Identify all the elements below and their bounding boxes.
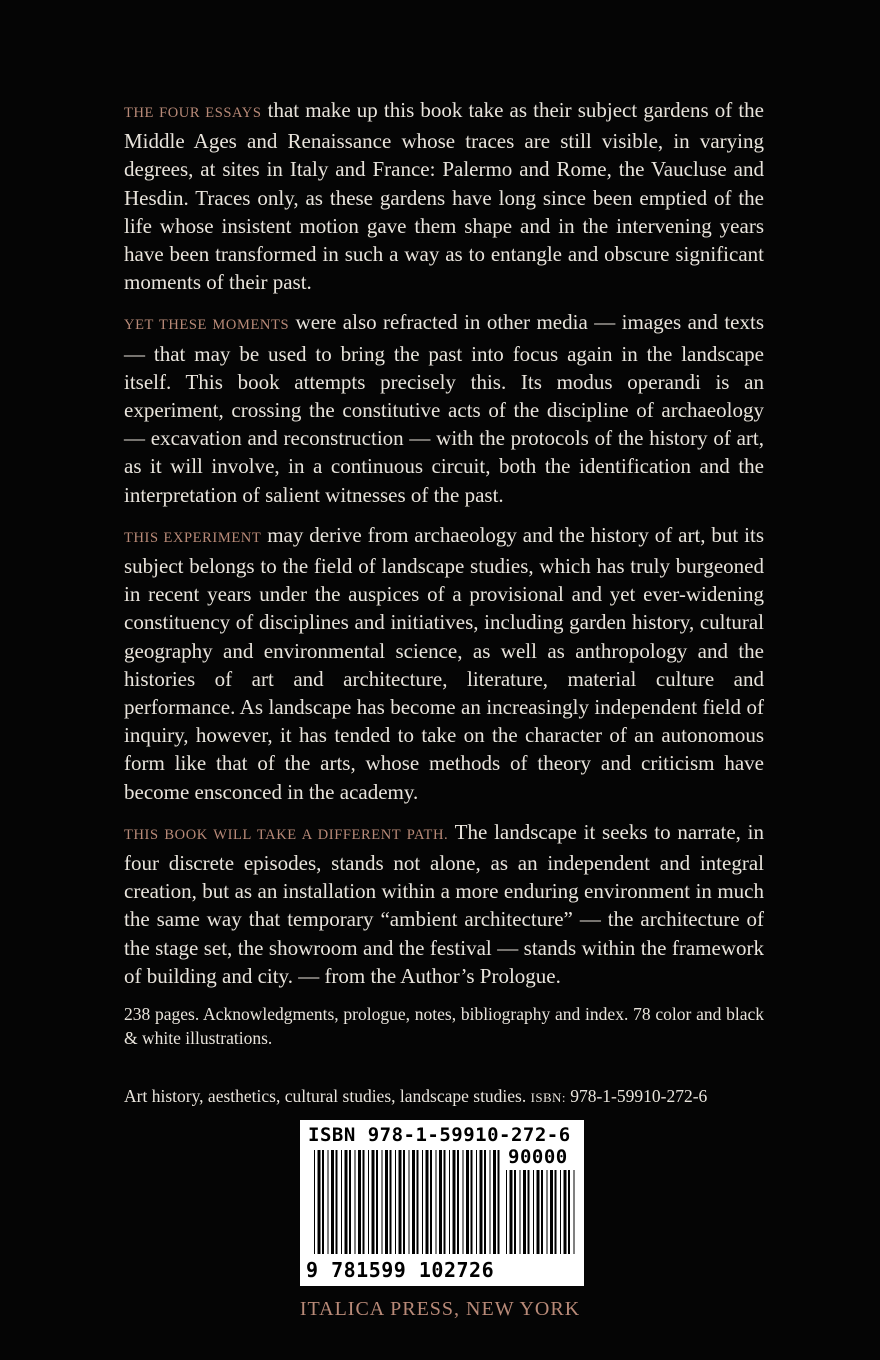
barcode-bar <box>506 1170 507 1254</box>
barcode-bar <box>555 1170 557 1254</box>
barcode-bar <box>336 1150 338 1254</box>
barcode-bar <box>449 1150 450 1254</box>
isbn-label: ISBN: <box>530 1090 566 1105</box>
barcode-bar <box>430 1150 432 1254</box>
paragraph-text: were also refracted in other media — images and texts — that may be used to bring the past into focus again in the landscape itself. This book attempts precisely this. Its modus operandi is an experiment, crossing the constitutive acts of the discipline of archaeology — excavation and reconstruction — with the protocols of the history of art, as it will involve, in a continuous circuit, both the identification and the interpretation of salient witnesses of the past. <box>124 310 764 507</box>
barcode-bar <box>560 1170 561 1254</box>
barcode-digits: 9 781599 102726 <box>306 1258 495 1282</box>
barcode-bar <box>422 1150 423 1254</box>
paragraph-text: The landscape it seeks to narrate, in four discrete episodes, stands not alone, as an independent and integral creation, but as an installation within a more enduring environment in much the same way that temporary “ambient architecture” — the architecture of the stage set, the showroom and the festival — stands within the framework of building and city. — from the Author’s Prologue. <box>124 819 764 988</box>
barcode-bar <box>547 1170 548 1254</box>
isbn-barcode <box>300 1120 584 1286</box>
barcode-bar <box>345 1150 348 1254</box>
barcode-bar <box>376 1150 378 1254</box>
paragraph-2 <box>124 308 764 508</box>
barcode-bar <box>550 1170 553 1254</box>
barcode-bar <box>476 1150 477 1254</box>
paragraph-3 <box>124 521 764 806</box>
barcode-bar <box>403 1150 405 1254</box>
barcode-bar <box>412 1150 415 1254</box>
barcode-bar <box>510 1170 513 1254</box>
barcode-bar <box>457 1150 459 1254</box>
barcode-bar <box>498 1150 500 1254</box>
barcode-bar <box>520 1170 521 1254</box>
barcode-bar <box>382 1150 383 1254</box>
barcode-bar <box>409 1150 410 1254</box>
barcode-bar <box>484 1150 486 1254</box>
barcode-bar <box>426 1150 429 1254</box>
barcode-bar <box>372 1150 375 1254</box>
barcode-bar <box>363 1150 365 1254</box>
barcode-bar <box>568 1170 570 1254</box>
barcode-bar <box>564 1170 567 1254</box>
paragraph-lead: THE FOUR ESSAYS <box>124 105 262 121</box>
barcode-bar <box>328 1150 329 1254</box>
paragraph-lead: THIS BOOK WILL TAKE A DIFFERENT PATH. <box>124 826 449 843</box>
barcode-isbn-text: ISBN 978-1-59910-272-6 <box>308 1124 571 1146</box>
barcode-bar <box>395 1150 396 1254</box>
barcode-bar <box>541 1170 543 1254</box>
barcode-addon-bars <box>506 1170 576 1260</box>
barcode-bar <box>514 1170 516 1254</box>
subject-line <box>124 1084 784 1110</box>
barcode-bar <box>574 1170 575 1254</box>
barcode-bar <box>358 1150 361 1254</box>
barcode-bar <box>480 1150 483 1254</box>
barcode-bar <box>528 1170 530 1254</box>
barcode-bar <box>331 1150 334 1254</box>
barcode-bar <box>466 1150 469 1254</box>
barcode-bar <box>390 1150 392 1254</box>
barcode-bar <box>318 1150 321 1254</box>
barcode-bar <box>417 1150 419 1254</box>
barcode-bar <box>436 1150 437 1254</box>
barcode-bar <box>439 1150 442 1254</box>
barcode-bar <box>349 1150 351 1254</box>
barcode-bar <box>314 1150 315 1254</box>
barcode-bar <box>523 1170 526 1254</box>
paragraph-4 <box>124 818 764 990</box>
paragraph-lead: THIS EXPERIMENT <box>124 529 262 546</box>
barcode-bars <box>314 1150 500 1260</box>
barcode-bar <box>490 1150 491 1254</box>
subjects: Art history, aesthetics, cultural studies, landscape studies. <box>124 1086 527 1106</box>
barcode-bar <box>341 1150 342 1254</box>
paragraph-text: may derive from archaeology and the history of art, but its subject belongs to the field of landscape studies, which has truly burgeoned in recent years under the auspices of a provisional and yet ever-widening constituency of disciplines and initiatives, including garden history, cultural geography and environmental science, as well as anthropology and the histories of art and architecture, literature, material culture and performance. As landscape has become an increasingly independent field of inquiry, however, it has tended to take on the character of an autonomous form like that of the arts, whose methods of theory and criticism have become ensconced in the academy. <box>124 522 764 804</box>
barcode-bar <box>533 1170 534 1254</box>
paragraph-text: that make up this book take as their subject gardens of the Middle Ages and Renaissance whose traces are still visible, in varying degrees, at sites in Italy and France: Palermo and Rome, the Vaucluse and Hesdin. Traces only, as these gardens have long since been emptied of the life whose insistent motion gave them shape and in the intervening years have been transformed in such a way as to entangle and obscure significant moments of their past. <box>124 98 764 295</box>
barcode-bar <box>463 1150 464 1254</box>
barcode-bar <box>453 1150 456 1254</box>
barcode-bar <box>368 1150 369 1254</box>
blurb <box>124 96 764 1060</box>
barcode-bar <box>322 1150 324 1254</box>
barcode-bar <box>444 1150 446 1254</box>
publisher-imprint: ITALICA PRESS, NEW YORK <box>299 1298 581 1320</box>
barcode-bar <box>471 1150 473 1254</box>
barcode-bar <box>537 1170 540 1254</box>
barcode-bar <box>385 1150 388 1254</box>
barcode-addon-text: 90000 <box>508 1146 568 1168</box>
isbn-value: 978-1-59910-272-6 <box>570 1086 708 1106</box>
barcode-bar <box>399 1150 402 1254</box>
paragraph-1 <box>124 96 764 296</box>
book-details: 238 pages. Acknowledgments, prologue, notes, bibliography and index. 78 color and black & white illustrations. <box>124 1004 764 1049</box>
paragraph-lead: YET THESE MOMENTS <box>124 317 290 334</box>
barcode-bar <box>493 1150 496 1254</box>
barcode-bar <box>355 1150 356 1254</box>
